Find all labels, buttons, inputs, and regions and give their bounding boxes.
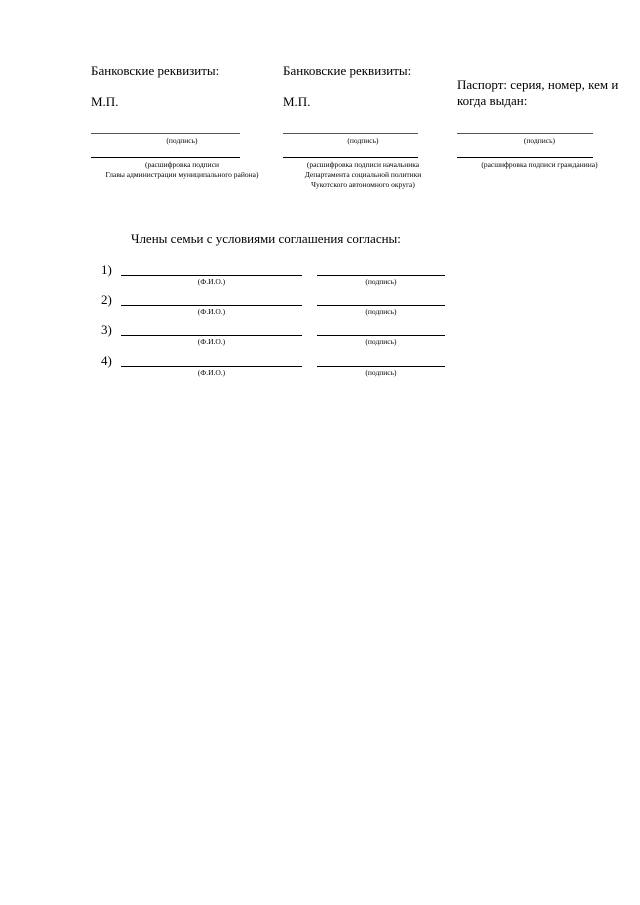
col1-decode-caption-1: (расшифровка подписи [144, 160, 220, 169]
col1-stamp-label: М.П. [91, 94, 119, 109]
col3-signature-caption: (подпись) [523, 136, 556, 145]
col1-decode-caption-2: Главы администрации муниципального района) [105, 170, 259, 179]
member-signature-line [317, 366, 445, 367]
col2-decode-caption-3: Чукотского автономного округа) [311, 180, 415, 189]
family-members-title: Члены семьи с условиями соглашения согласны: [131, 231, 401, 246]
col1-bank-details-heading: Банковские реквизиты: [91, 63, 220, 78]
col2-decode-caption-1: (расшифровка подписи начальника [306, 160, 420, 169]
member-fio-line [121, 305, 302, 306]
member-signature-line [317, 335, 445, 336]
col2-bank-details-heading: Банковские реквизиты: [283, 63, 412, 78]
member-fio-line [121, 275, 302, 276]
member-fio-caption: (Ф.И.О.) [197, 368, 226, 377]
col1-decode-line [91, 157, 240, 158]
member-signature-caption: (подпись) [365, 307, 397, 316]
col3-decode-caption-1: (расшифровка подписи гражданина) [481, 160, 598, 169]
col3-decode-line [457, 157, 593, 158]
member-signature-caption: (подпись) [365, 277, 397, 286]
member-fio-caption: (Ф.И.О.) [197, 337, 226, 346]
member-fio-line [121, 335, 302, 336]
member-signature-caption: (подпись) [365, 337, 397, 346]
member-row-number: 3) [101, 322, 112, 337]
member-row-number: 2) [101, 292, 112, 307]
col1-signature-line [91, 133, 240, 134]
col2-stamp-label: М.П. [283, 94, 311, 109]
member-signature-line [317, 305, 445, 306]
col3-signature-line [457, 133, 593, 134]
col2-signature-line [283, 133, 418, 134]
member-signature-line [317, 275, 445, 276]
col2-decode-caption-2: Департамента социальной политики [304, 170, 422, 179]
member-fio-line [121, 366, 302, 367]
col2-decode-line [283, 157, 418, 158]
col2-signature-caption: (подпись) [347, 136, 379, 145]
member-row-number: 1) [101, 262, 112, 277]
col3-passport-heading-1: Паспорт: серия, номер, кем и [457, 77, 619, 92]
member-fio-caption: (Ф.И.О.) [197, 277, 226, 286]
col1-signature-caption: (подпись) [166, 136, 198, 145]
member-fio-caption: (Ф.И.О.) [197, 307, 226, 316]
col3-passport-heading-2: когда выдан: [457, 93, 528, 108]
member-signature-caption: (подпись) [365, 368, 397, 377]
member-row-number: 4) [101, 353, 112, 368]
